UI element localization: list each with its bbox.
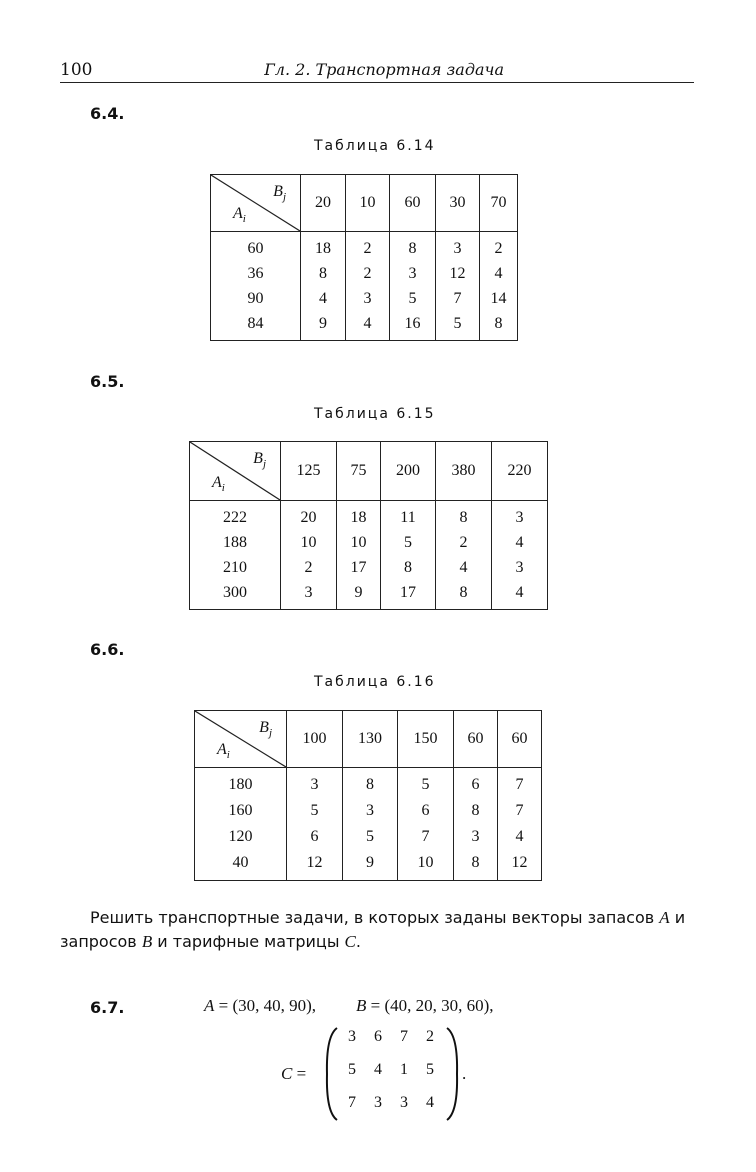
- paragraph-text: .: [355, 932, 361, 951]
- cost-cell: 2: [346, 232, 390, 262]
- demand-cell: 20: [301, 175, 346, 232]
- cost-cell: 8: [381, 555, 436, 580]
- supply-cell: 210: [190, 555, 281, 580]
- demand-cell: 60: [498, 711, 542, 768]
- cost-cell: 3: [454, 824, 498, 850]
- demand-label: $B_j$: [273, 183, 286, 204]
- var-b: B: [356, 996, 367, 1015]
- cost-cell: 3: [492, 501, 548, 531]
- problem-number: 6.5.: [90, 372, 125, 391]
- vector-a-value: = (30, 40, 90),: [214, 996, 317, 1015]
- matrix-cell: 3: [374, 1094, 382, 1111]
- cost-cell: 3: [390, 261, 436, 286]
- cost-cell: 10: [281, 530, 337, 555]
- supply-cell: 180: [195, 768, 287, 799]
- table-row: [211, 286, 518, 311]
- table-row: [195, 824, 542, 850]
- cost-cell: 8: [454, 850, 498, 881]
- cost-cell: 17: [337, 555, 381, 580]
- cost-cell: 8: [454, 798, 498, 824]
- transport-table: [210, 174, 518, 341]
- right-paren: [444, 1026, 460, 1122]
- table-row: [190, 580, 548, 610]
- cost-cell: 9: [301, 311, 346, 341]
- table-row: [190, 555, 548, 580]
- table-row: [211, 261, 518, 286]
- matrix-cell: 5: [426, 1061, 434, 1078]
- cost-cell: 17: [381, 580, 436, 610]
- supply-cell: 120: [195, 824, 287, 850]
- cost-cell: 5: [381, 530, 436, 555]
- table-row: [195, 798, 542, 824]
- transport-table: [194, 710, 542, 881]
- supply-cell: 40: [195, 850, 287, 881]
- demand-cell: 75: [337, 442, 381, 501]
- supply-cell: 60: [211, 232, 301, 262]
- cost-cell: 8: [343, 768, 398, 799]
- cost-cell: 2: [436, 530, 492, 555]
- cost-cell: 8: [480, 311, 518, 341]
- cost-cell: 5: [398, 768, 454, 799]
- cost-cell: 4: [492, 580, 548, 610]
- diagonal-line: [190, 442, 280, 500]
- vector-b-value: = (40, 20, 30, 60),: [366, 996, 494, 1015]
- matrix-period: .: [462, 1064, 467, 1083]
- cost-cell: 3: [346, 286, 390, 311]
- vector-a-equation: [204, 996, 316, 1016]
- matrix-cell: 1: [400, 1061, 408, 1078]
- matrix-cell: 5: [348, 1061, 356, 1078]
- equals-sign: =: [292, 1064, 307, 1083]
- demand-cell: 60: [454, 711, 498, 768]
- cost-cell: 12: [436, 261, 480, 286]
- demand-cell: 10: [346, 175, 390, 232]
- cost-cell: 18: [337, 501, 381, 531]
- cost-matrix: [344, 1028, 440, 1118]
- demand-cell: 150: [398, 711, 454, 768]
- demand-cell: 130: [343, 711, 398, 768]
- supply-cell: 300: [190, 580, 281, 610]
- table-row: [211, 232, 518, 262]
- table-caption: Таблица 6.16: [314, 674, 436, 690]
- var-c: C: [344, 932, 356, 951]
- header-row: [195, 711, 542, 768]
- matrix-cell: 2: [426, 1028, 434, 1045]
- cost-cell: 14: [480, 286, 518, 311]
- cost-cell: 11: [381, 501, 436, 531]
- demand-label: $B_j$: [253, 450, 266, 471]
- table-row: [195, 850, 542, 881]
- cost-cell: 3: [492, 555, 548, 580]
- instruction-paragraph: [60, 906, 696, 954]
- cost-cell: 18: [301, 232, 346, 262]
- supply-cell: 188: [190, 530, 281, 555]
- cost-cell: 3: [281, 580, 337, 610]
- cost-cell: 9: [343, 850, 398, 881]
- cost-cell: 8: [301, 261, 346, 286]
- var-a: A: [659, 908, 670, 927]
- cost-cell: 5: [343, 824, 398, 850]
- table-row: [190, 530, 548, 555]
- cost-cell: 7: [436, 286, 480, 311]
- demand-cell: 60: [390, 175, 436, 232]
- demand-cell: 380: [436, 442, 492, 501]
- cost-cell: 6: [287, 824, 343, 850]
- cost-cell: 2: [480, 232, 518, 262]
- cost-cell: 3: [287, 768, 343, 799]
- header-row: [211, 175, 518, 232]
- supply-cell: 84: [211, 311, 301, 341]
- cost-cell: 10: [337, 530, 381, 555]
- table-row: [211, 311, 518, 341]
- supply-cell: 90: [211, 286, 301, 311]
- corner-cell: [211, 175, 301, 232]
- cost-cell: 6: [398, 798, 454, 824]
- matrix-c-label: [281, 1064, 306, 1084]
- supply-label: $A_i$: [217, 740, 230, 761]
- paragraph-text: Решить транспортные задачи, в которых заданы векторы запасов: [90, 908, 660, 927]
- page-header: [60, 60, 694, 83]
- left-paren: [324, 1026, 340, 1122]
- cost-cell: 4: [492, 530, 548, 555]
- transport-table: [189, 441, 548, 610]
- cost-cell: 7: [498, 768, 542, 799]
- demand-cell: 125: [281, 442, 337, 501]
- cost-cell: 4: [436, 555, 492, 580]
- matrix-cell: 7: [400, 1028, 408, 1045]
- cost-cell: 4: [301, 286, 346, 311]
- matrix-cell: 6: [374, 1028, 382, 1045]
- cost-cell: 3: [343, 798, 398, 824]
- cost-cell: 2: [281, 555, 337, 580]
- cost-cell: 6: [454, 768, 498, 799]
- supply-label: $A_i$: [212, 473, 225, 494]
- cost-cell: 4: [346, 311, 390, 341]
- problem-number: 6.6.: [90, 640, 125, 659]
- matrix-cell: 4: [374, 1061, 382, 1078]
- cost-cell: 12: [498, 850, 542, 881]
- demand-cell: 100: [287, 711, 343, 768]
- cost-cell: 3: [436, 232, 480, 262]
- matrix-cell: 3: [400, 1094, 408, 1111]
- var-b: B: [141, 932, 153, 951]
- table-caption: Таблица 6.14: [314, 138, 436, 154]
- cost-cell: 20: [281, 501, 337, 531]
- var-c: C: [281, 1064, 293, 1083]
- cost-cell: 5: [287, 798, 343, 824]
- problem-number: 6.7.: [90, 998, 125, 1017]
- var-a: A: [204, 996, 215, 1015]
- supply-cell: 36: [211, 261, 301, 286]
- matrix-cell: 4: [426, 1094, 434, 1111]
- page-number: 100: [60, 60, 93, 80]
- corner-cell: [195, 711, 287, 768]
- table-row: [190, 501, 548, 531]
- cost-cell: 9: [337, 580, 381, 610]
- running-title: Гл. 2. Транспортная задача: [264, 60, 504, 79]
- cost-cell: 5: [390, 286, 436, 311]
- demand-cell: 220: [492, 442, 548, 501]
- cost-cell: 8: [390, 232, 436, 262]
- supply-label: $A_i$: [233, 204, 246, 225]
- diagonal-line: [195, 711, 286, 767]
- cost-cell: 8: [436, 580, 492, 610]
- cost-cell: 16: [390, 311, 436, 341]
- supply-cell: 160: [195, 798, 287, 824]
- table-row: [195, 768, 542, 799]
- corner-cell: [190, 442, 281, 501]
- table-caption: Таблица 6.15: [314, 406, 436, 422]
- demand-cell: 200: [381, 442, 436, 501]
- header-row: [190, 442, 548, 501]
- paragraph-text: и тарифные матрицы: [152, 932, 345, 951]
- cost-cell: 12: [287, 850, 343, 881]
- vector-b-equation: [356, 996, 494, 1016]
- cost-cell: 5: [436, 311, 480, 341]
- demand-cell: 70: [480, 175, 518, 232]
- cost-cell: 4: [480, 261, 518, 286]
- demand-label: $B_j$: [259, 719, 272, 740]
- problem-number: 6.4.: [90, 104, 125, 123]
- paragraph-text: и запросов: [60, 908, 686, 951]
- cost-cell: 4: [498, 824, 542, 850]
- diagonal-line: [211, 175, 300, 231]
- cost-cell: 10: [398, 850, 454, 881]
- cost-cell: 7: [398, 824, 454, 850]
- cost-cell: 8: [436, 501, 492, 531]
- matrix-cell: 3: [348, 1028, 356, 1045]
- cost-cell: 7: [498, 798, 542, 824]
- demand-cell: 30: [436, 175, 480, 232]
- supply-cell: 222: [190, 501, 281, 531]
- matrix-cell: 7: [348, 1094, 356, 1111]
- cost-cell: 2: [346, 261, 390, 286]
